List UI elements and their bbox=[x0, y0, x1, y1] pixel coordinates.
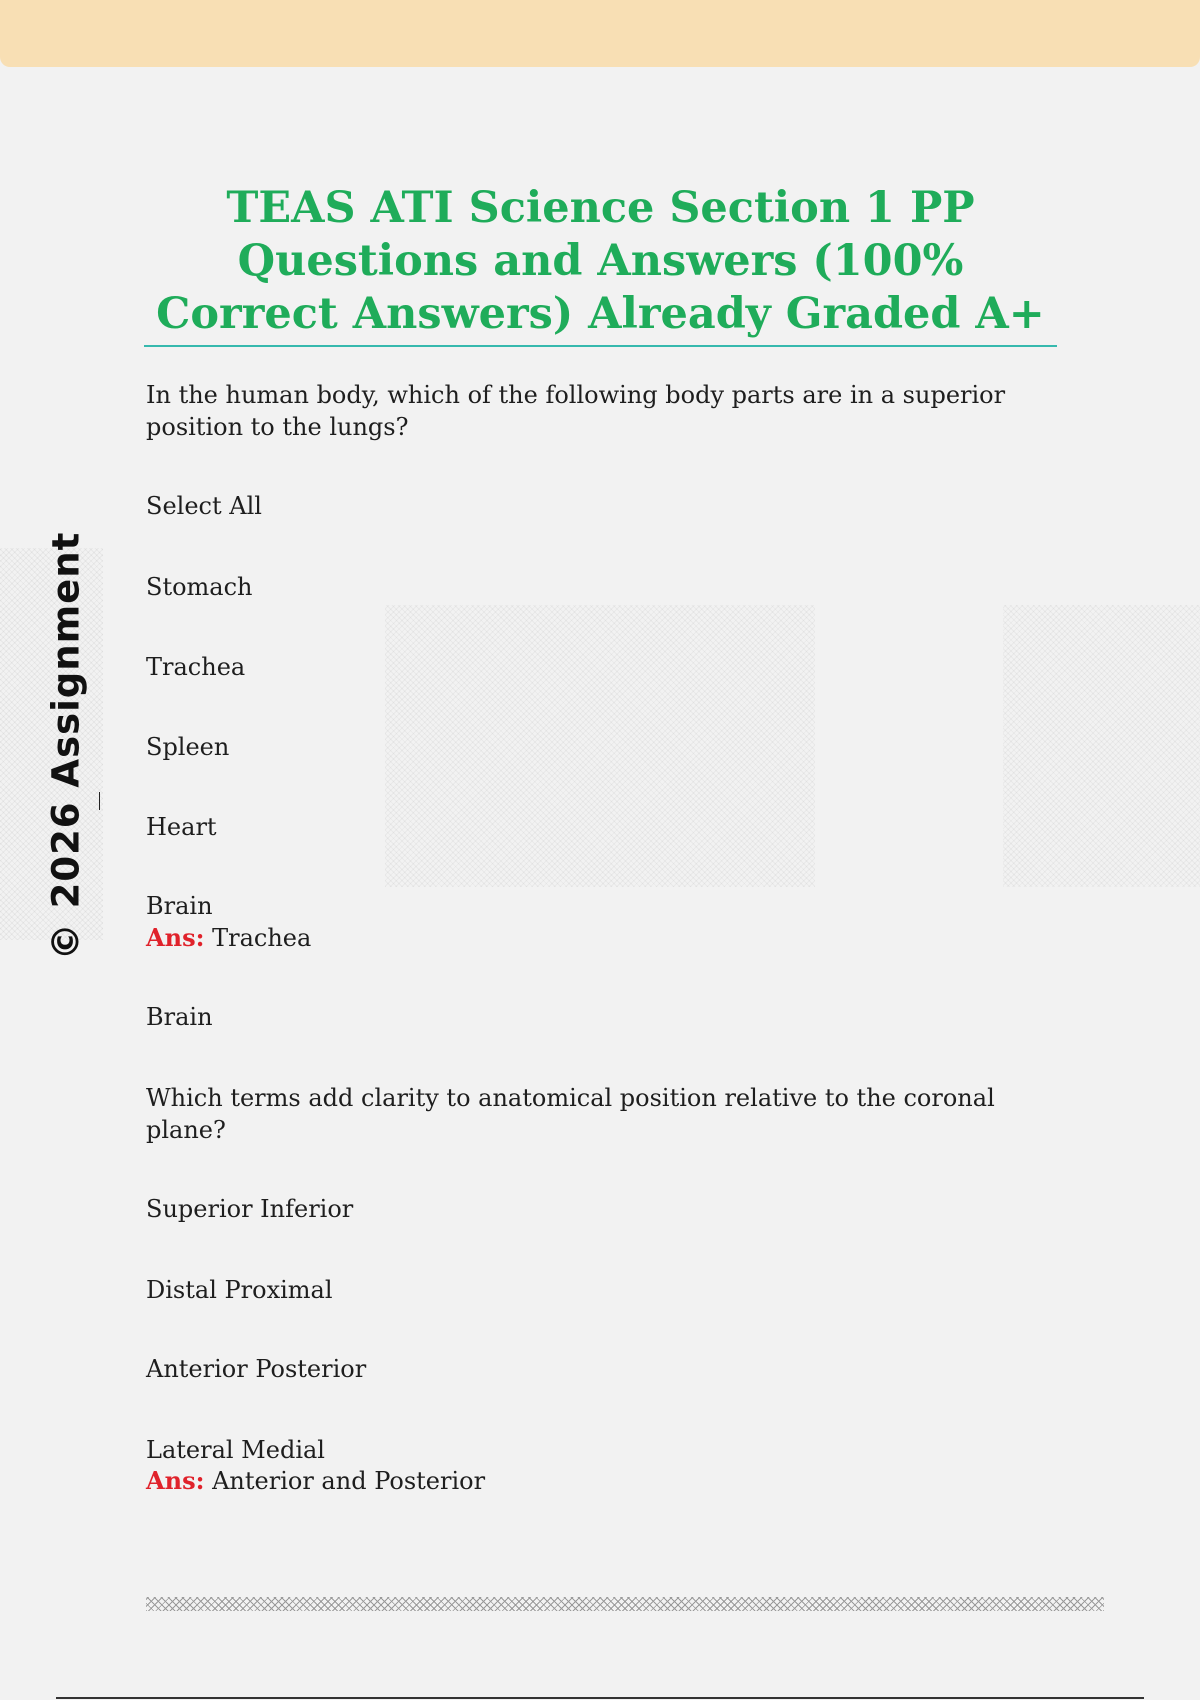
question-1-option-5: Heart bbox=[146, 813, 217, 841]
question-1-option-1: Select All bbox=[146, 492, 262, 520]
footer-zigzag-divider bbox=[146, 1597, 1104, 1611]
background-pattern-right bbox=[1003, 605, 1200, 887]
question-1-option-2: Stomach bbox=[146, 573, 253, 601]
question-2-option-2: Distal Proximal bbox=[146, 1276, 333, 1304]
question-2-option-1: Superior Inferior bbox=[146, 1195, 354, 1223]
answer-text: Anterior and Posterior bbox=[212, 1467, 486, 1495]
answer-label: Ans: bbox=[146, 1466, 205, 1495]
bottom-rule bbox=[56, 1697, 1144, 1699]
side-tick-mark bbox=[99, 792, 100, 810]
question-2-answer bbox=[146, 1465, 485, 1497]
question-2-option-3: Anterior Posterior bbox=[146, 1355, 367, 1383]
background-pattern-left bbox=[385, 605, 815, 887]
question-2-option-4: Lateral Medial bbox=[146, 1436, 325, 1464]
question-1-option-4: Spleen bbox=[146, 733, 230, 761]
answer-text: Trachea bbox=[212, 924, 312, 952]
document-title: TEAS ATI Science Section 1 PP Questions and Answers (100% Correct Answers) Already Graded A+ bbox=[144, 182, 1057, 347]
question-2-prompt: Which terms add clarity to anatomical position relative to the coronal plane? bbox=[146, 1084, 995, 1144]
question-1-option-3: Trachea bbox=[146, 653, 246, 681]
answer-label: Ans: bbox=[146, 923, 205, 952]
question-1-option-6: Brain bbox=[146, 892, 213, 920]
question-1-answer bbox=[146, 922, 311, 954]
top-banner bbox=[0, 0, 1200, 67]
question-1-extra-line: Brain bbox=[146, 1003, 213, 1031]
question-1-prompt: In the human body, which of the following body parts are in a superior position to the lungs? bbox=[146, 381, 1006, 441]
side-watermark-text: © 2026 Assignment bbox=[44, 531, 88, 961]
